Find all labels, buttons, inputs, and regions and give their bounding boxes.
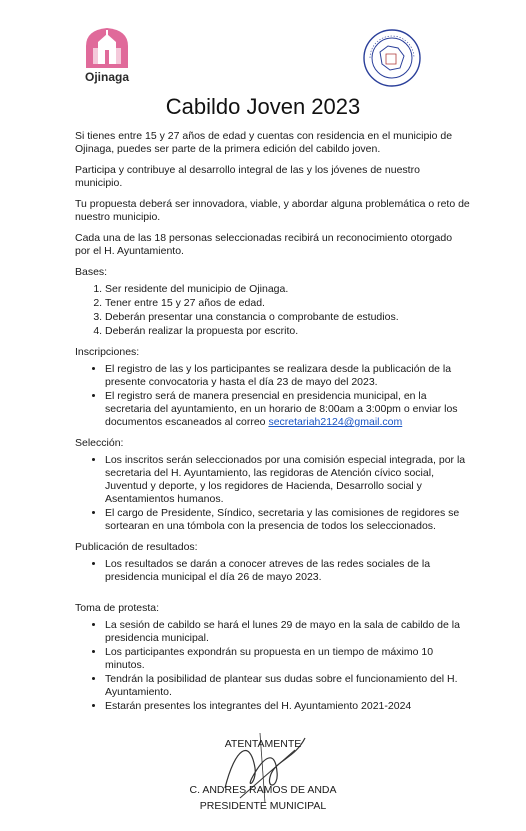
list-item: 3. Deberán presentar una constancia o comprobante de estudios.: [105, 311, 470, 324]
logo-label: Ojinaga: [84, 70, 129, 84]
inscripciones-list: [75, 363, 470, 429]
list-item: • La sesión de cabildo se hará el lunes 29 de mayo en la sala de cabildo de la presidencia municipal.: [105, 619, 470, 645]
list-item: • El cargo de Presidente, Síndico, secretaria y las comisiones de regidores se sortearan en una tómbola con la presencia de todos los seleccionados.: [105, 507, 470, 533]
list-item: • Los participantes expondrán su propuesta en un tiempo de máximo 10 minutos.: [105, 646, 470, 672]
document-body: [75, 130, 470, 721]
seleccion-heading: Selección:: [75, 437, 124, 449]
toma-list: [75, 619, 470, 713]
signer-role: PRESIDENTE MUNICIPAL: [199, 800, 327, 812]
signer-name: C. ANDRES RAMOS DE ANDA: [189, 784, 337, 796]
church-icon: [76, 24, 138, 72]
publicacion-list: [75, 558, 470, 584]
email-link[interactable]: secretariah2124@gmail.com: [268, 416, 403, 428]
list-item: • Los inscritos serán seleccionados por una comisión especial integrada, por la secretaria del H. Ayuntamiento, las regidoras de Atención cívico social, Juventud y deporte, y los regidores de Hacienda, Desarrollo social y Asentamientos humanos.: [105, 454, 470, 506]
seal-icon: [362, 28, 422, 88]
page-title: Cabildo Joven 2023: [165, 94, 361, 119]
list-item: • Estarán presentes los integrantes del H. Ayuntamiento 2021-2024: [105, 700, 470, 713]
toma-heading: Toma de protesta:: [75, 602, 160, 614]
intro-paragraph: Tu propuesta deberá ser innovadora, viable, y abordar alguna problemática o reto de nuestro municipio.: [75, 198, 470, 223]
intro-paragraph: Participa y contribuye al desarrollo integral de las y los jóvenes de nuestro municipio.: [75, 164, 420, 189]
list-item: 4. Deberán realizar la propuesta por escrito.: [105, 325, 470, 338]
list-item: • Los resultados se darán a conocer atreves de las redes sociales de la presidencia municipal el día 26 de mayo 2023.: [105, 558, 470, 584]
municipal-seal: [362, 28, 422, 88]
ojinaga-logo: [76, 24, 138, 88]
bases-heading: Bases:: [75, 266, 108, 278]
list-item-text: El registro será de manera presencial en presidencia municipal, en la secretaria del ayuntamiento, en un horario de 8:00am a 3:00pm o enviar los documentos escaneados al correo: [105, 390, 458, 428]
intro-paragraph: Cada una de las 18 personas seleccionadas recibirá un reconocimiento otorgado por el H. Ayuntamiento.: [75, 232, 453, 257]
publicacion-heading: Publicación de resultados:: [75, 541, 198, 553]
list-item: 2. Tener entre 15 y 27 años de edad.: [105, 297, 470, 310]
list-item: [105, 390, 470, 429]
signature-block: [0, 728, 526, 831]
list-item: • Tendrán la posibilidad de plantear sus dudas sobre el funcionamiento del H. Ayuntamiento.: [105, 673, 470, 699]
intro-paragraph: Si tienes entre 15 y 27 años de edad y cuentas con residencia en el municipio de Ojinaga, puedes ser parte de la primera edición del cabildo joven.: [75, 130, 453, 155]
seleccion-list: [75, 454, 470, 533]
closing-text: ATENTAMENTE: [224, 738, 302, 750]
inscripciones-heading: Inscripciones:: [75, 346, 140, 358]
list-item: 1. Ser residente del municipio de Ojinaga.: [105, 283, 470, 296]
list-item: • El registro de las y los participantes se realizara desde la publicación de la presente convocatoria y hasta el día 23 de mayo del 2023.: [105, 363, 470, 389]
bases-list: [75, 283, 470, 338]
